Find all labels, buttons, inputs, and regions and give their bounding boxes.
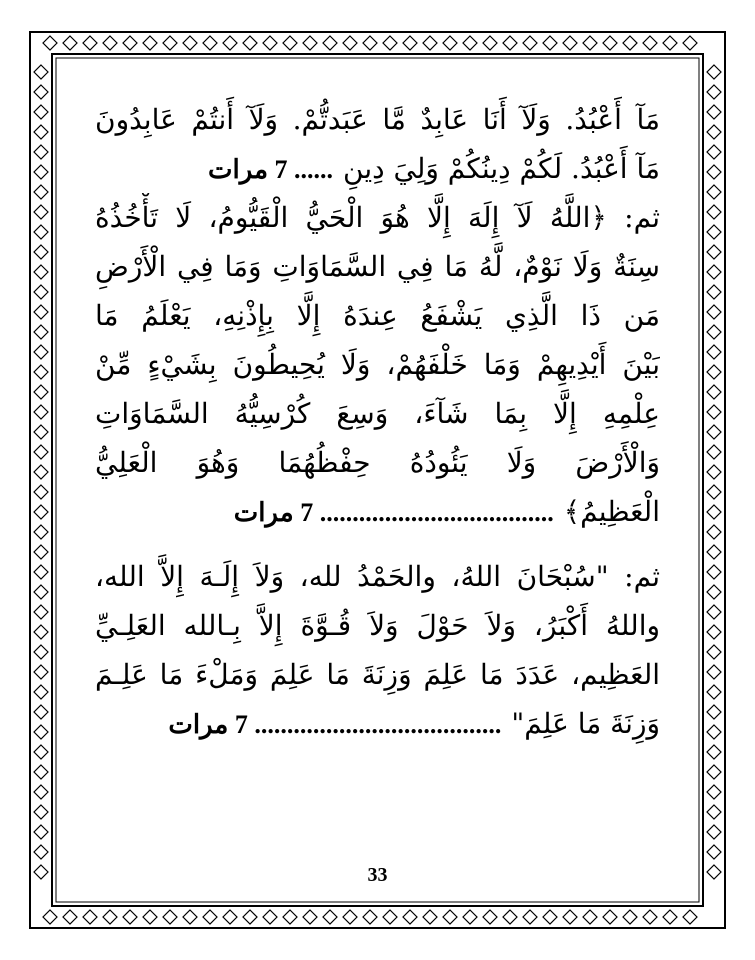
text-line: مَآ أَعْبُدُ. وَلَآ أَنَا عَابِدٌ مَّا عَبَدتُّمْ. وَلَآ أَنتُمْ عَابِدُونَ bbox=[95, 103, 660, 136]
repeat-count: ...................................... 7 مرات bbox=[168, 710, 502, 739]
repeat-count: ...... 7 مرات bbox=[208, 155, 334, 184]
text-line: ثم: "سُبْحَانَ اللهُ، والحَمْدُ لله، وَلاَ إِلَـهَ إِلاَّ الله، bbox=[95, 560, 660, 593]
text-line: عِلْمِهِ إِلَّا بِمَا شَآءَ، وَسِعَ كُرْسِيُّهُ السَّمَاوَاتِ bbox=[95, 397, 660, 430]
text-line: واللهُ أَكْبَرُ، وَلاَ حَوْلَ وَلاَ قُـوَّةَ إِلاَّ بِـالله العَلِـيِّ bbox=[95, 609, 660, 642]
text-line bbox=[95, 487, 660, 536]
text-line-content: مَآ أَعْبُدُ. لَكُمْ دِينُكُمْ وَلِيَ دِينِ bbox=[343, 152, 660, 185]
text-line: ثم: ﴿اللَّهُ لَآ إِلَهَ إِلَّا هُوَ الْحَيُّ الْقَيُّومُ، لَا تَأْخُذُهُ bbox=[95, 201, 660, 234]
text-line bbox=[95, 699, 660, 748]
page-number: 33 bbox=[367, 864, 388, 886]
text-line: مَن ذَا الَّذِي يَشْفَعُ عِندَهُ إِلَّا بِإِذْنِهِ، يَعْلَمُ مَا bbox=[95, 299, 660, 332]
page-text bbox=[95, 95, 660, 748]
text-line: سِنَةٌ وَلَا نَوْمٌ، لَّهُ مَا فِي السَّمَاوَاتِ وَمَا فِي الْأَرْضِ bbox=[95, 250, 660, 283]
paragraph-gap bbox=[95, 536, 660, 552]
text-line-content: الْعَظِيمُ﴾ bbox=[563, 495, 660, 528]
repeat-count: .................................... 7 مرات bbox=[233, 498, 554, 527]
text-line: وَالْأَرْضَ وَلَا يَئُودُهُ حِفْظُهُمَا وَهُوَ الْعَلِيُّ bbox=[95, 446, 660, 479]
text-line: بَيْنَ أَيْدِيهِمْ وَمَا خَلْفَهُمْ، وَلَا يُحِيطُونَ بِشَيْءٍ مِّنْ bbox=[95, 348, 660, 381]
text-line-content: وَزِنَةَ مَا عَلِمَ" bbox=[511, 707, 660, 740]
text-line: العَظِيم، عَدَدَ مَا عَلِمَ وَزِنَةَ مَا عَلِمَ وَمَلْءَ مَا عَلِـمَ bbox=[95, 658, 660, 691]
text-line bbox=[95, 144, 660, 193]
